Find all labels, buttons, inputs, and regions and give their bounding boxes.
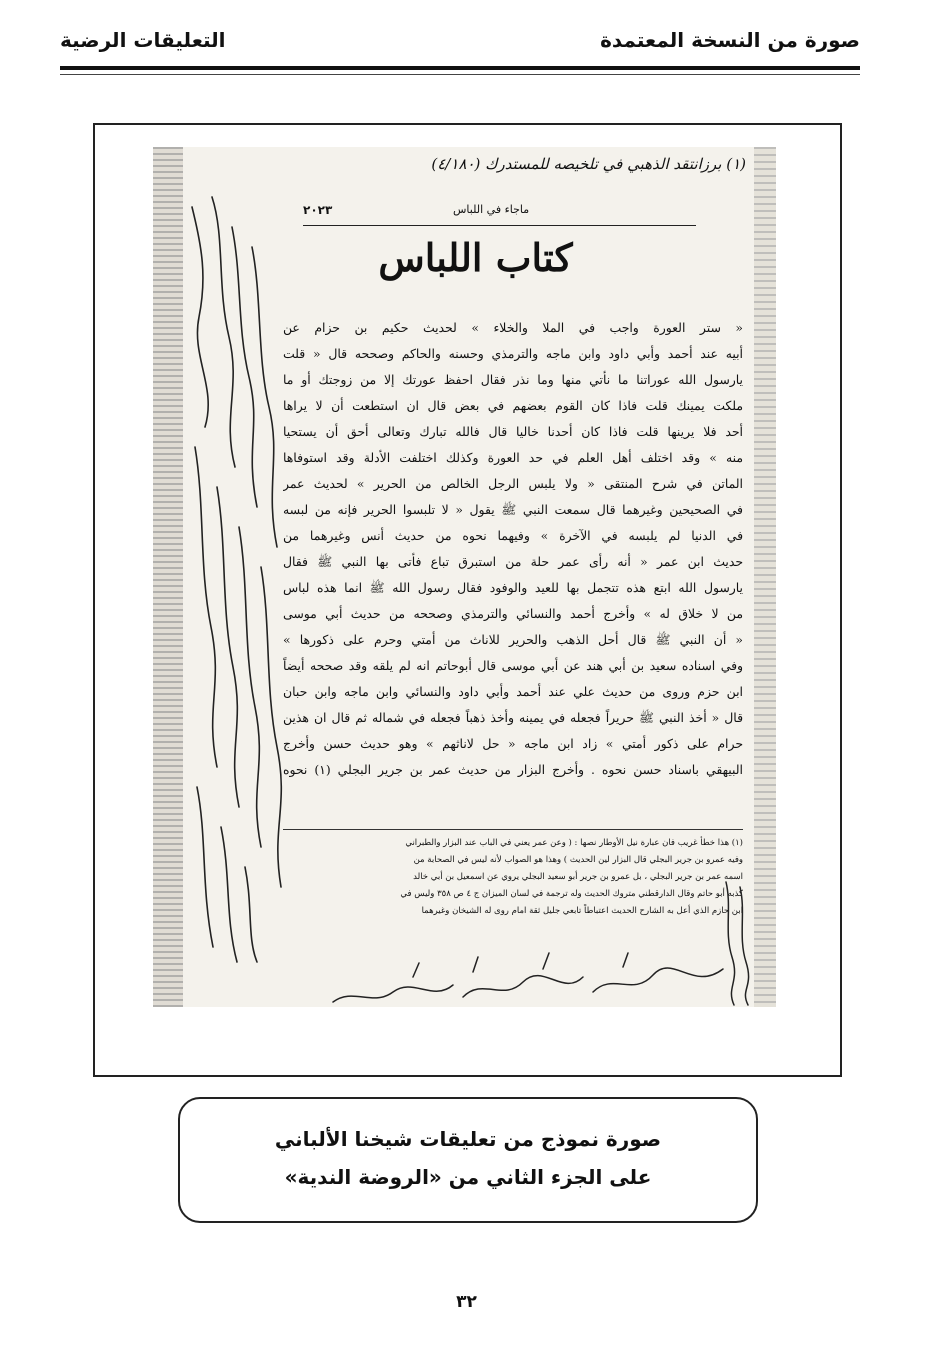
manuscript-photo-frame <box>93 123 842 1077</box>
body-line: من لا خلاق له » وأخرج أحمد والنسائي والترمذي وصححه من حديث أبي موسى <box>283 606 743 621</box>
scan-body-text <box>283 315 743 783</box>
body-line: قال « أخذ النبي ﷺ حريراً فجعله في يمينه وأخذ ذهباً فجعله في شماله ثم قال ان هذين <box>283 710 743 725</box>
scan-footnotes <box>283 835 743 920</box>
body-line: وفي اسناده سعيد بن أبي هند عن أبي موسى قال أبوحاتم انه لم يلقه وقد صححه أيضاً <box>283 658 743 673</box>
caption-line-2: على الجزء الثاني من «الروضة الندية» <box>284 1165 652 1189</box>
handwritten-margin-left <box>187 187 287 967</box>
body-line: أبيه عند أحمد وأبي داود وابن ماجه والترمذي وحسنه والحاكم وصححه قال « قلت <box>283 346 743 361</box>
footnote-line: اسمه عمر بن جرير البجلي ، بل عمرو بن جرير أبو سعيد البجلي يروي عن اسمعيل بن أبي خالد <box>413 872 743 882</box>
body-line: البيهقي باسناد حسن نحوه . وأخرج البزار من حديث عمر بن جرير البجلي (١) نحوه <box>283 762 743 777</box>
body-line: حديث ابن عمر « أنه رأى عمر حلة من استبرق تباع فأتى بها النبي ﷺ فقال <box>283 554 743 569</box>
header-rule-thin <box>60 74 860 75</box>
body-line: في الصحيحين وغيرهما قال سمعت النبي ﷺ يقول « لا تلبسوا الحرير فإنه من لبسه <box>283 502 743 517</box>
scan-edge-right <box>754 147 776 1007</box>
header-rule-thick <box>60 66 860 70</box>
caption-box <box>178 1097 758 1223</box>
scan-page-header <box>303 203 696 226</box>
section-title: صورة من النسخة المعتمدة <box>600 28 860 52</box>
body-line: يارسول الله عوراتنا ما نأتي منها وما نذر فقال احفظ عورتك إلا من زوجتك أو ما <box>283 372 743 387</box>
footnote-line: (١) هذا خطأ غريب فان عبارة نيل الأوطار نصها : ( وعن عمر يعني في الباب عند البزار والطبراني <box>405 838 743 848</box>
body-line: الماتن في شرح المنتقى « ولا يلبس الرجل الخالص من الحرير » لحديث عمر <box>283 476 743 491</box>
body-line: يارسول الله ابتع هذه تتجمل بها للعيد والوفود فقال رسول الله ﷺ انما هذه لباس <box>283 580 743 595</box>
footnote-line: كذبه أبو حاتم وقال الدارقطني متروك الحديث وله ترجمة في لسان الميزان ج ٤ ص ٣٥٨ وليس في <box>400 889 743 899</box>
handwritten-top-note: (١) برزانتقد الذهبي في تلخيصه للمستدرك (٤/١٨٠) <box>431 155 746 173</box>
body-line: « ستر العورة واجب في الملا والخلاء » لحديث حكيم بن حزام عن <box>283 320 743 335</box>
scan-running-title: ماجاء في اللباس <box>453 203 530 216</box>
scan-page-number: ٢٠٢٣ <box>303 203 333 217</box>
body-line: « أن النبي ﷺ قال أحل الذهب والحرير للاناث من أمتي وحرم على ذكورها » <box>283 632 743 647</box>
caption-line-1: صورة نموذج من تعليقات شيخنا الألباني <box>274 1127 662 1151</box>
chapter-title: كتاب اللباس <box>378 235 573 280</box>
body-line: منه » وقد اختلف أهل العلم في حد العورة وكذلك اختلفت الأدلة وقد استوفاها <box>283 450 743 465</box>
scan-edge-left <box>153 147 183 1007</box>
body-line: ابن حزم وروى من حديث علي عند أحمد وأبي داود والنسائي وابن ماجه وابن حبان <box>283 684 743 699</box>
handwritten-margin-bottom <box>293 947 753 1007</box>
body-line: أحد فلا يرينها قلت فاذا كان أحدنا خاليا قال فالله تبارك وتعالى أحق أن يستحيا <box>283 424 743 439</box>
page-number: ٣٢ <box>456 1292 477 1312</box>
body-line: حرام على ذكور أمتي » زاد ابن ماجه « حل لاناثهم » وهو حديث حسن وأخرج <box>283 736 743 751</box>
running-header <box>60 28 860 98</box>
scanned-page <box>153 147 776 1007</box>
book-title: التعليقات الرضية <box>60 28 226 52</box>
footnote-line: وفيه عمرو بن جرير البجلي قال البزار لين الحديث ) وهذا هو الصواب لأنه ليس في الصحابة من <box>413 855 743 865</box>
footnote-line: ابن حازم الذي أعل به الشارح الحديث اعتباطاً تابعي جليل ثقة امام روى له الشيخان وغيرهما <box>421 906 743 916</box>
body-line: ملكت يمينك قلت فاذا كان القوم بعضهم في بعض قال ان استطعت أن لا يراها <box>283 398 743 413</box>
body-line: في الدنيا لم يلبسه في الآخرة » وفيهما نحوه من حديث أنس وغيرهما من <box>283 528 743 543</box>
footnote-rule <box>283 829 743 830</box>
